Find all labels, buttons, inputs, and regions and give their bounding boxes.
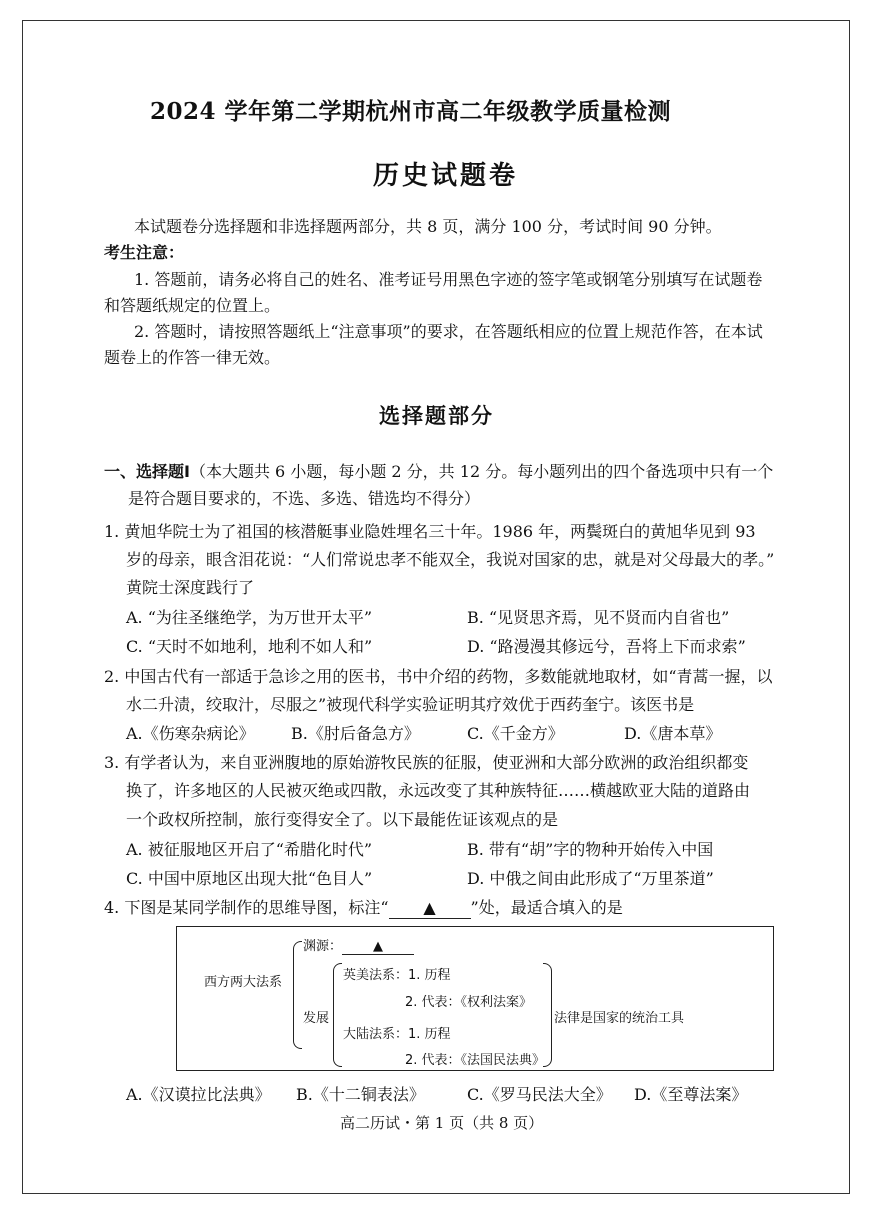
- exam-title: 2024 学年第二学期杭州市高二年级教学质量检测: [150, 98, 672, 125]
- q2-stem-1: 2. 中国古代有一部适于急诊之用的医书，书中介绍的药物，多数能就地取材，如“青蒿一握，以: [104, 667, 773, 686]
- origin-label: 渊源：: [303, 939, 343, 954]
- q4-option-d[interactable]: D.《至尊法案》: [634, 1085, 748, 1104]
- q4-stem: [104, 898, 623, 919]
- q4-option-b[interactable]: B.《十二铜表法》: [296, 1085, 425, 1104]
- part-1-desc-2: 是符合题目要求的，不选、多选、错选均不得分）: [128, 489, 481, 508]
- root-brace: [293, 941, 302, 1049]
- q1-option-d[interactable]: D. “路漫漫其修远兮，吾将上下而求索”: [467, 637, 746, 656]
- q1-option-a[interactable]: A. “为往圣继绝学，为万世开太平”: [126, 608, 373, 627]
- q2-option-c[interactable]: C.《千金方》: [467, 724, 564, 743]
- exam-intro: 本试题卷分选择题和非选择题两部分，共 8 页，满分 100 分，考试时间 90 分钟。: [134, 217, 722, 236]
- part-1-header: [104, 462, 773, 482]
- q4-option-a[interactable]: A.《汉谟拉比法典》: [126, 1085, 271, 1104]
- branch-civil-law-rep: 2. 代表：《法国民法典》: [405, 1053, 546, 1068]
- q3-option-c[interactable]: C. 中国中原地区出现大批“色目人”: [126, 869, 373, 888]
- q3-stem-1: 3. 有学者认为，来自亚洲腹地的原始游牧民族的征服，使亚洲和大部分欧洲的政治组织都变: [104, 753, 749, 772]
- q4-stem-part-2: ”处，最适合填入的是: [470, 898, 623, 917]
- branch-common-law-rep: 2. 代表：《权利法案》: [405, 995, 533, 1010]
- q1-option-b[interactable]: B. “见贤思齐焉，见不贤而内自省也”: [467, 608, 730, 627]
- notice-1-line-1: 1. 答题前，请务必将自己的姓名、准考证号用黑色字迹的签字笔或钢笔分别填写在试题卷: [134, 270, 763, 289]
- q1-stem-2: 岁的母亲，眼含泪花说：“人们常说忠孝不能双全，我说对国家的忠，就是对父母最大的孝。”: [126, 550, 775, 569]
- q3-option-b[interactable]: B. 带有“胡”字的物种开始传入中国: [467, 840, 714, 859]
- q2-option-a[interactable]: A.《伤寒杂病论》: [126, 724, 255, 743]
- notice-2-line-1: 2. 答题时，请按照答题纸上“注意事项”的要求，在答题纸相应的位置上规范作答，在本试: [134, 322, 763, 341]
- page-footer: 高二历试・第 1 页（共 8 页）: [340, 1114, 544, 1132]
- mindmap-develop: 发展: [303, 1011, 330, 1026]
- subject-title: 历史试题卷: [373, 161, 519, 191]
- mindmap-diagram: [176, 926, 774, 1071]
- q4-stem-part-1: 4. 下图是某同学制作的思维导图，标注“: [104, 898, 389, 917]
- part-1-desc: （本大题共 6 小题，每小题 2 分，共 12 分。每小题列出的四个备选项中只有一个: [189, 462, 774, 481]
- q3-stem-3: 一个政权所控制，旅行变得安全了。以下最能佐证该观点的是: [126, 810, 559, 829]
- origin-blank-marker: ▲: [342, 939, 414, 955]
- q3-stem-2: 换了，许多地区的人民被灭绝或四散，永远改变了其种族特征……横越欧亚大陆的道路由: [126, 781, 751, 800]
- notice-2-line-2: 题卷上的作答一律无效。: [104, 348, 281, 367]
- develop-brace: [333, 963, 342, 1067]
- notice-label: 考生注意：: [104, 243, 185, 262]
- mindmap-root: 西方两大法系: [204, 975, 283, 990]
- q3-option-d[interactable]: D. 中俄之间由此形成了“万里茶道”: [467, 869, 714, 888]
- branch-common-law: 英美法系：1. 历程: [343, 968, 451, 983]
- q1-stem-3: 黄院士深度践行了: [126, 578, 255, 597]
- part-1-label: 一、选择题Ⅰ: [104, 462, 190, 481]
- mindmap-origin: [303, 935, 414, 955]
- q2-option-b[interactable]: B.《肘后备急方》: [291, 724, 420, 743]
- q4-blank-marker: ▲: [389, 898, 471, 919]
- q3-option-a[interactable]: A. 被征服地区开启了“希腊化时代”: [126, 840, 373, 859]
- conclusion-brace: [543, 963, 552, 1067]
- q2-stem-2: 水二升渍，绞取汁，尽服之”被现代科学实验证明其疗效优于西药奎宁。该医书是: [126, 695, 695, 714]
- q2-option-d[interactable]: D.《唐本草》: [624, 724, 722, 743]
- branch-civil-law: 大陆法系：1. 历程: [343, 1027, 451, 1042]
- section-title: 选择题部分: [379, 404, 494, 428]
- q1-stem-1: 1. 黄旭华院士为了祖国的核潜艇事业隐姓埋名三十年。1986 年，两鬓斑白的黄旭华见到 93: [104, 522, 756, 541]
- mindmap-conclusion: 法律是国家的统治工具: [554, 1011, 685, 1026]
- q1-option-c[interactable]: C. “天时不如地利，地利不如人和”: [126, 637, 373, 656]
- notice-1-line-2: 和答题纸规定的位置上。: [104, 296, 281, 315]
- q4-option-c[interactable]: C.《罗马民法大全》: [467, 1085, 612, 1104]
